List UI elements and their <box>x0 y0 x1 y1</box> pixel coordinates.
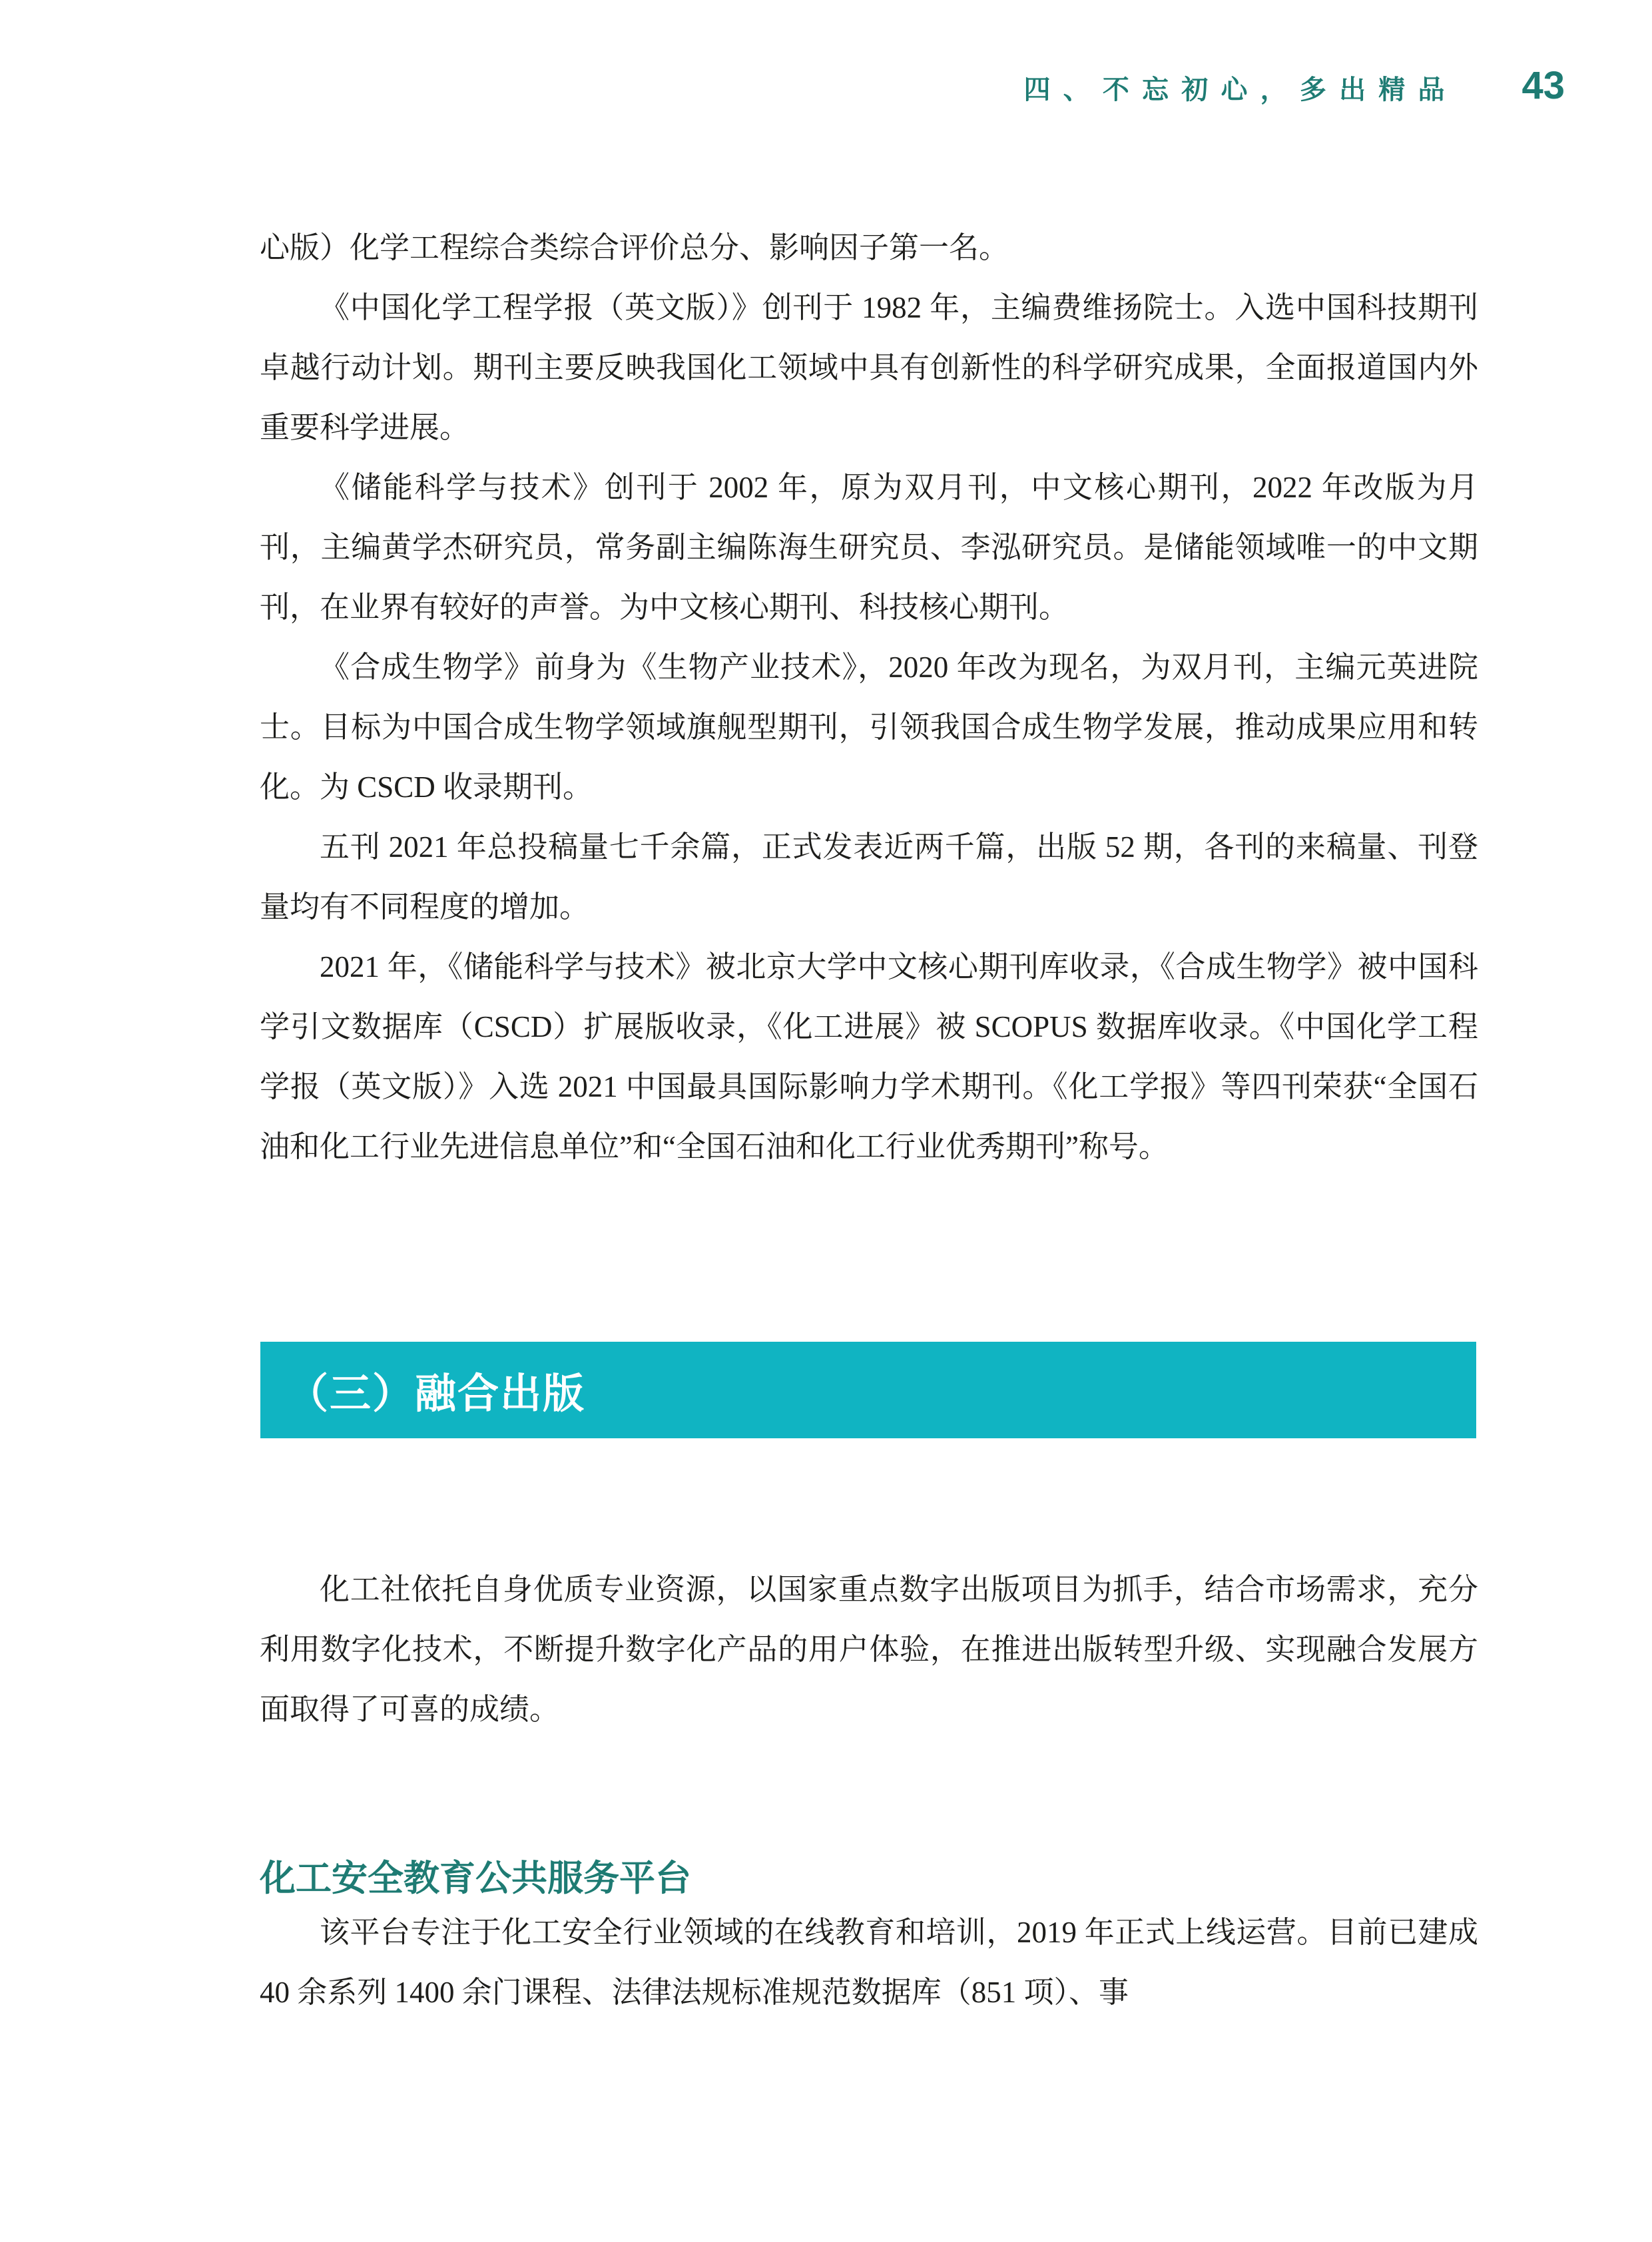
body-paragraph: 《中国化学工程学报（英文版）》创刊于 1982 年，主编费维扬院士。入选中国科技期刊卓越行动计划。期刊主要反映我国化工领域中具有创新性的科学研究成果，全面报道国内外重要科学进展。 <box>260 291 1478 444</box>
body-paragraph: 《储能科学与技术》创刊于 2002 年，原为双月刊，中文核心期刊，2022 年改版为月刊，主编黄学杰研究员，常务副主编陈海生研究员、李泓研究员。是储能领域唯一的中文期刊，在业界有较好的声誉。为中文核心期刊、科技核心期刊。 <box>260 471 1478 624</box>
fusion-publishing-intro <box>260 1559 1478 1739</box>
journals-body-text <box>260 218 1478 1177</box>
section-banner-title: （三）融合出版 <box>287 1371 586 1417</box>
body-paragraph: 2021 年，《储能科学与技术》被北京大学中文核心期刊库收录，《合成生物学》被中国科学引文数据库（CSCD）扩展版收录，《化工进展》被 SCOPUS 数据库收录。《中国化学工程学报（英文版）》入选 2021 中国最具国际影响力学术期刊。《化工学报》等四刊荣获“全国石油和化工行业先进信息单位”和“全国石油和化工行业优秀期刊”称号。 <box>260 950 1478 1163</box>
page-header <box>1023 64 1565 107</box>
body-paragraph: 《合成生物学》前身为《生物产业技术》，2020 年改为现名，为双月刊，主编元英进院士。目标为中国合成生物学领域旗舰型期刊，引领我国合成生物学发展，推动成果应用和转化。为 CSCD 收录期刊。 <box>260 651 1478 804</box>
platform-body-text <box>260 1902 1478 2022</box>
page-number: 43 <box>1521 64 1565 107</box>
body-paragraph-continuation: 心版）化学工程综合类综合评价总分、影响因子第一名。 <box>260 231 1009 264</box>
subsection-title: 化工安全教育公共服务平台 <box>260 1858 691 1898</box>
section-banner <box>260 1342 1476 1438</box>
body-paragraph: 化工社依托自身优质专业资源，以国家重点数字出版项目为抓手，结合市场需求，充分利用数字化技术，不断提升数字化产品的用户体验，在推进出版转型升级、实现融合发展方面取得了可喜的成绩。 <box>260 1573 1478 1726</box>
running-head-title: 四、不忘初心，多出精品 <box>1023 75 1458 105</box>
body-paragraph: 五刊 2021 年总投稿量七千余篇，正式发表近两千篇，出版 52 期，各刊的来稿量、刊登量均有不同程度的增加。 <box>260 830 1478 924</box>
body-paragraph: 该平台专注于化工安全行业领域的在线教育和培训，2019 年正式上线运营。目前已建成 40 余系列 1400 余门课程、法律法规标准规范数据库（851 项）、事 <box>260 1916 1478 2009</box>
